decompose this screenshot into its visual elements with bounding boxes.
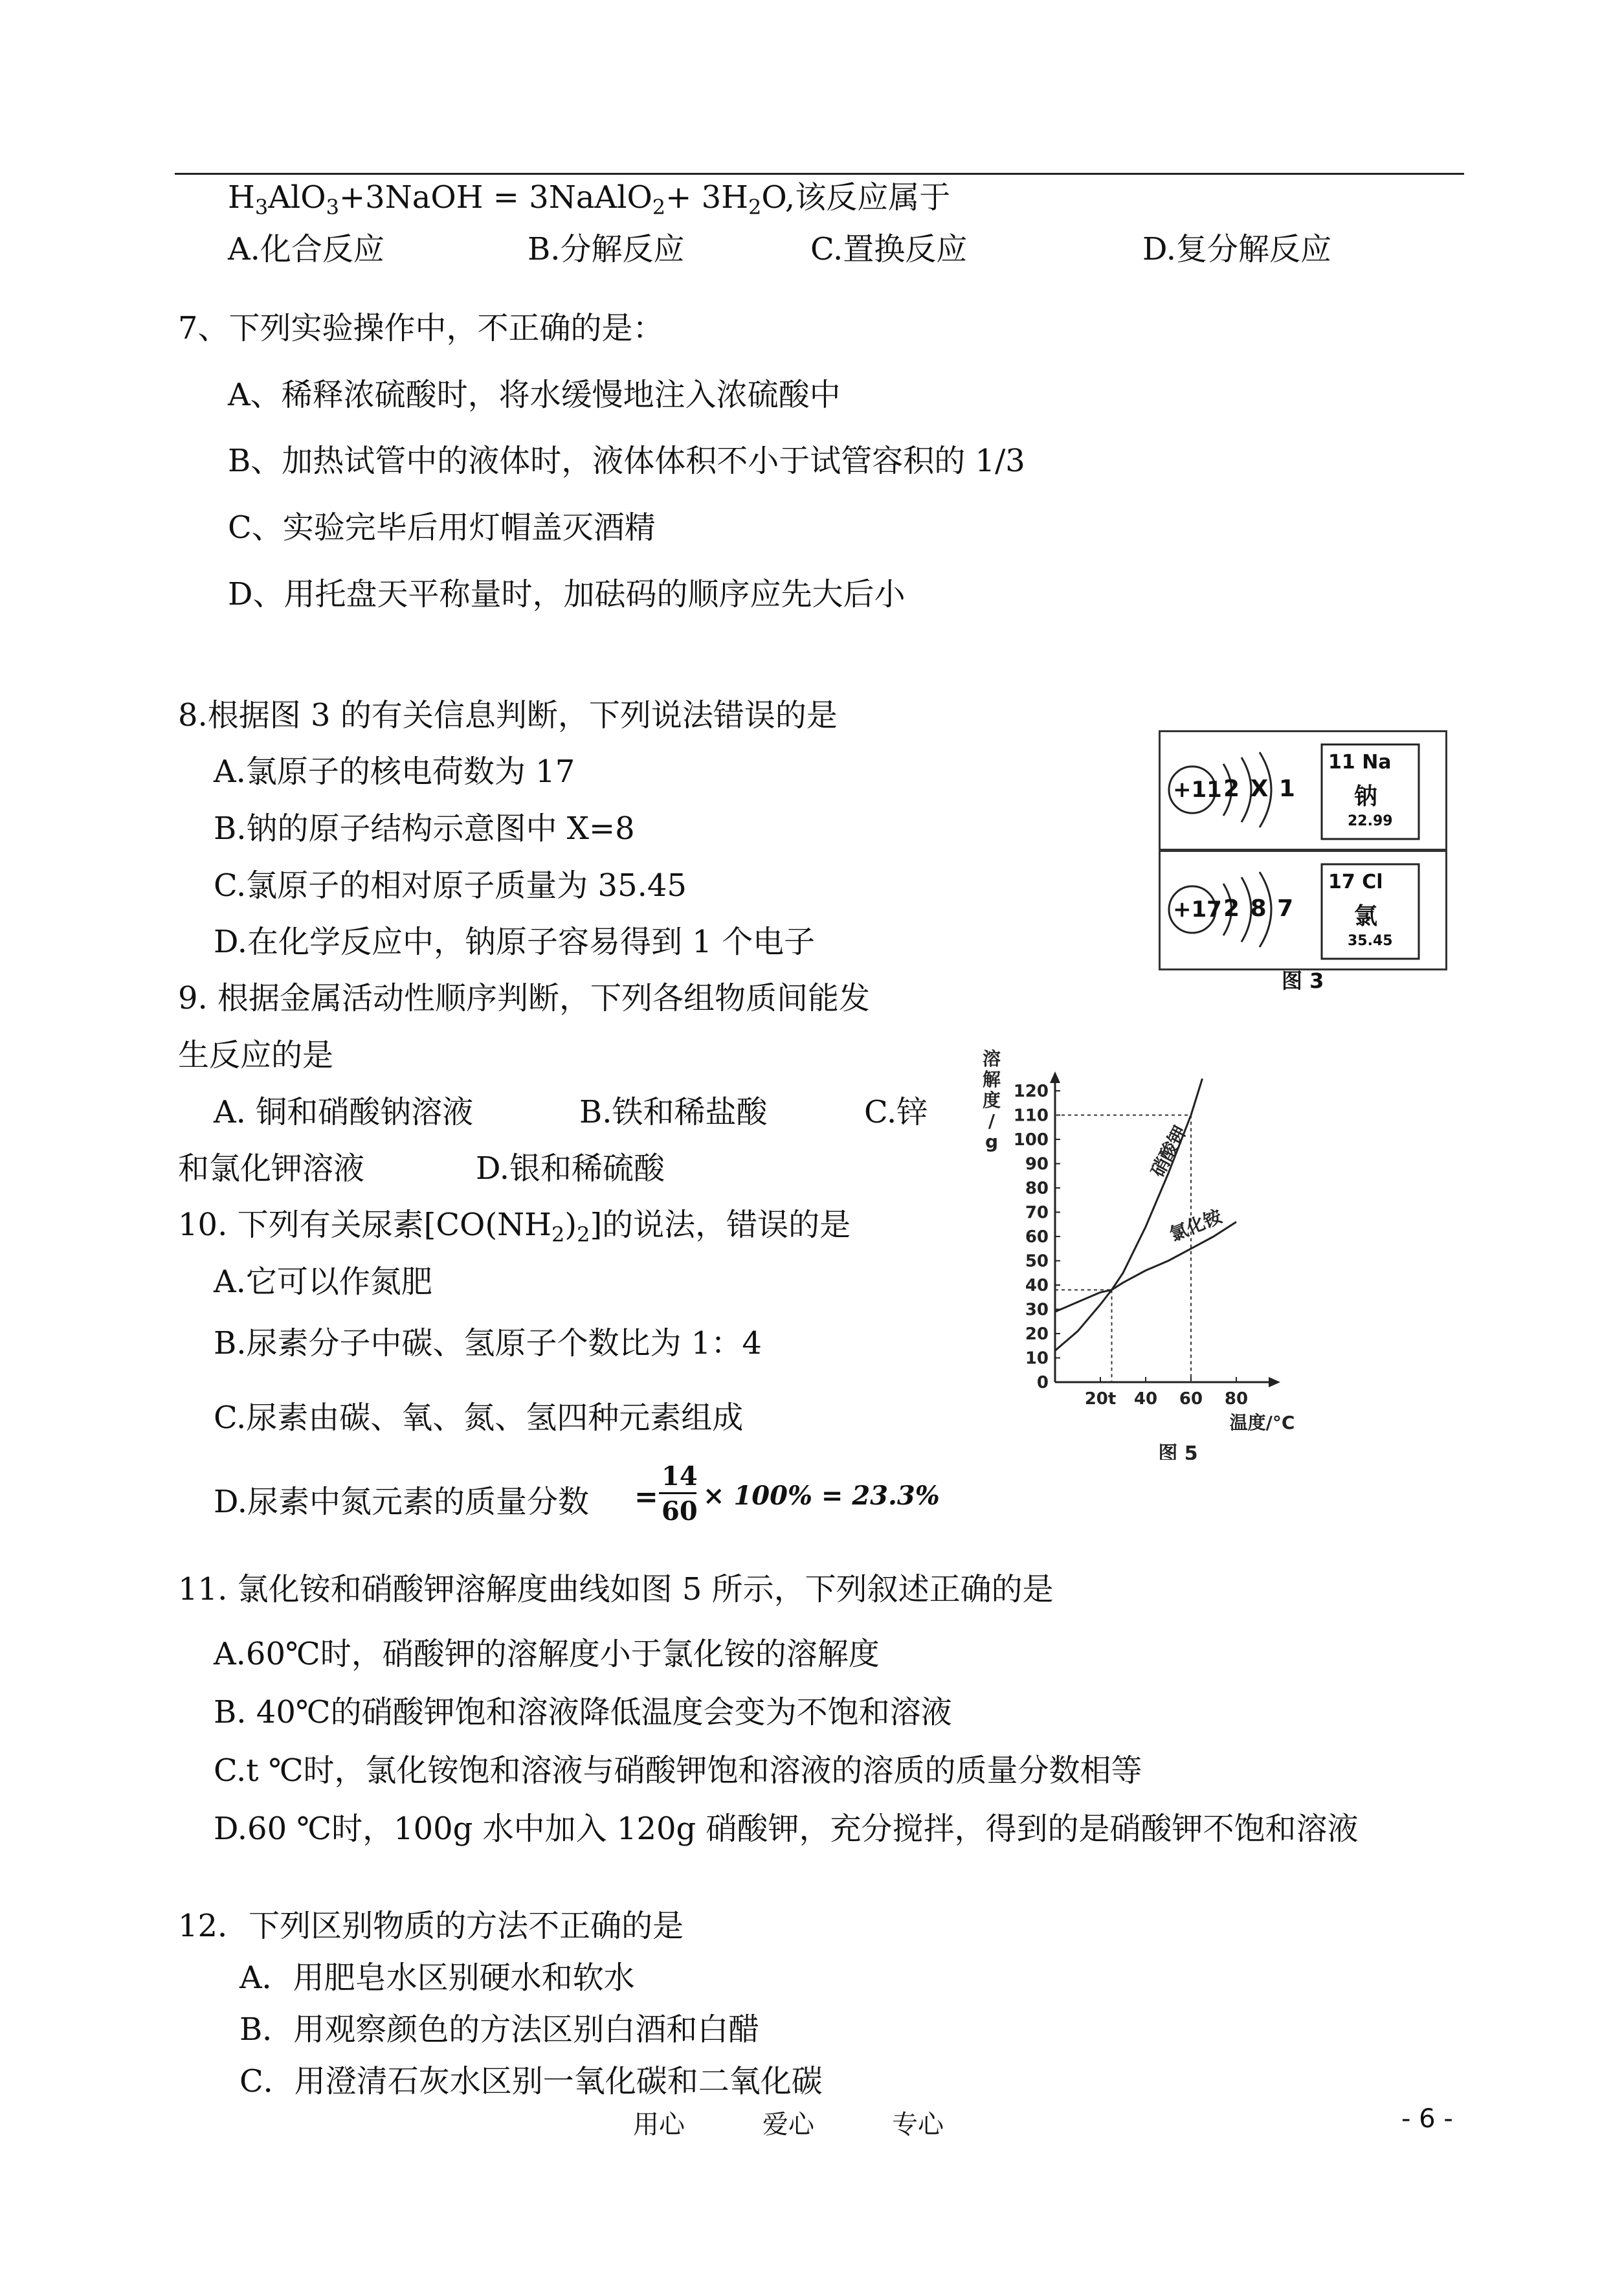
- sodium-name: 钠: [1354, 783, 1378, 810]
- q12-option-c: C．用澄清石灰水区别一氧化碳和二氧化碳: [239, 2063, 823, 2099]
- q7-option-d: D、用托盘天平称量时，加砝码的顺序应先大后小: [228, 576, 906, 612]
- chlorine-name: 氯: [1354, 903, 1378, 930]
- y-tick-label: 100: [1013, 1130, 1049, 1150]
- y-axis-arrow: [1050, 1071, 1060, 1083]
- y-tick-label: 10: [1025, 1348, 1049, 1369]
- q9-option-b: B.铁和稀盐酸: [579, 1094, 768, 1130]
- q8-option-c: C.氯原子的相对原子质量为 35.45: [214, 867, 687, 904]
- q11-option-c: C.t ℃时，氯化铵饱和溶液与硝酸钾饱和溶液的溶质的质量分数相等: [214, 1752, 1142, 1789]
- q10-stem: 10. 下列有关尿素$[CO(NH_2)_2]$的说法，错误的是: [178, 1207, 851, 1247]
- formula-result: × 100% = 23.3%: [703, 1481, 940, 1511]
- nitrogen-mass-fraction-formula: [634, 1460, 940, 1531]
- q9-stem-line2: 生反应的是: [178, 1037, 334, 1073]
- x-tick-label: 60: [1179, 1389, 1203, 1409]
- q6-option-a: A.化合反应: [228, 231, 384, 267]
- y-tick-label: 90: [1025, 1154, 1049, 1174]
- sodium-mass: 22.99: [1348, 813, 1393, 829]
- y-tick-label: 80: [1025, 1179, 1049, 1198]
- x-tick-label: 40: [1133, 1389, 1158, 1409]
- series-label-potassium-nitrate: 硝酸钾: [1146, 1122, 1192, 1181]
- chlorine-shell-electrons: 2 8 7: [1223, 895, 1295, 922]
- y-tick-label: 50: [1025, 1251, 1049, 1271]
- q11-stem: 11. 氯化铵和硝酸钾溶解度曲线如图 5 所示，下列叙述正确的是: [178, 1571, 1054, 1607]
- q6-option-c: C.置换反应: [810, 231, 968, 267]
- q6-equation: $H_3AlO_3+3NaOH$ = 3NaAlO$_2$+ $3H_2O$,该反应属于: [228, 179, 951, 219]
- y-tick-label: 110: [1013, 1106, 1049, 1126]
- q8-stem: 8.根据图 3 的有关信息判断，下列说法错误的是: [178, 697, 838, 733]
- q8-option-b: B.钠的原子结构示意图中 X=8: [214, 811, 635, 847]
- header-rule: [175, 173, 1464, 175]
- q7-option-b: B、加热试管中的液体时，液体体积不小于试管容积的 1/3: [228, 443, 1025, 479]
- chlorine-mass: 35.45: [1348, 933, 1393, 949]
- fraction-bar: [659, 1492, 696, 1494]
- atomic-structure-diagrams: [1159, 730, 1450, 970]
- figure-3-atomic-info: [1159, 730, 1450, 993]
- q7-option-c: C、实验完毕后用灯帽盖灭酒精: [228, 509, 656, 546]
- figure-3-caption: 图 3: [1282, 968, 1324, 993]
- figure-5-solubility-chart: [964, 1046, 1353, 1460]
- y-tick-label: 120: [1013, 1082, 1049, 1101]
- q12-option-b: B．用观察颜色的方法区别白酒和白醋: [239, 2011, 760, 2048]
- q7-option-a: A、稀释浓硫酸时，将水缓慢地注入浓硫酸中: [228, 377, 841, 413]
- y-axis-label-char: 度: [982, 1090, 1001, 1111]
- q7-stem: 7、下列实验操作中，不正确的是：: [178, 310, 664, 346]
- footer-motto-1: 用心: [633, 2110, 685, 2140]
- x-tick-label: 20t: [1084, 1389, 1117, 1409]
- solubility-curves-svg: [964, 1046, 1353, 1460]
- y-axis-label-char: 解: [982, 1069, 1001, 1090]
- x-axis-label: 温度/°C: [1229, 1412, 1295, 1433]
- y-tick-label: 20: [1025, 1325, 1049, 1344]
- q12-option-a: A．用肥皂水区别硬水和软水: [239, 1960, 635, 1996]
- y-tick-label: 40: [1025, 1276, 1049, 1295]
- footer-motto-3: 专心: [892, 2110, 944, 2140]
- q12-stem: 12．下列区别物质的方法不正确的是: [178, 1908, 684, 1944]
- series-potassium-nitrate-curve: [1055, 1079, 1203, 1350]
- chlorine-number-symbol: 17 Cl: [1328, 871, 1383, 893]
- page-number: - 6 -: [1401, 2104, 1453, 2134]
- footer-motto-2: 爱心: [762, 2110, 814, 2140]
- x-axis-arrow: [1269, 1377, 1280, 1387]
- chlorine-nucleus-label: +17: [1173, 897, 1222, 923]
- q8-option-a: A.氯原子的核电荷数为 17: [214, 754, 575, 790]
- y-axis-label-char: g: [984, 1131, 999, 1152]
- series-ammonium-chloride-curve: [1055, 1222, 1236, 1312]
- q10-option-b: B.尿素分子中碳、氢原子个数比为 1：4: [214, 1325, 762, 1361]
- q8-option-d: D.在化学反应中，钠原子容易得到 1 个电子: [214, 924, 816, 960]
- series-label-ammonium-chloride: 氯化铵: [1166, 1205, 1225, 1246]
- figure-5-caption: 图 5: [1158, 1442, 1198, 1460]
- y-tick-label: 60: [1025, 1227, 1049, 1247]
- q11-option-b: B. 40℃的硝酸钾饱和溶液降低温度会变为不饱和溶液: [214, 1694, 952, 1730]
- y-axis-label-char: /: [988, 1110, 996, 1132]
- sodium-number-symbol: 11 Na: [1328, 751, 1392, 774]
- q9-option-d: D.银和稀硫酸: [476, 1150, 665, 1187]
- q6-option-b: B.分解反应: [528, 231, 685, 267]
- sodium-nucleus-label: +11: [1173, 777, 1222, 803]
- q10-option-a: A.它可以作氮肥: [214, 1264, 432, 1300]
- y-axis-label-char: 溶: [982, 1048, 1001, 1069]
- q9-stem-line1: 9. 根据金属活动性顺序判断，下列各组物质间能发: [178, 980, 871, 1016]
- y-tick-label: 70: [1025, 1203, 1049, 1223]
- q9-option-c: C.锌: [864, 1094, 928, 1130]
- formula-equals: =: [634, 1481, 658, 1514]
- x-tick-label: 80: [1224, 1389, 1249, 1409]
- y-tick-label: 0: [1036, 1373, 1049, 1393]
- q9-option-a: A. 铜和硝酸钠溶液: [214, 1094, 474, 1130]
- sodium-shell-electrons: 2 X 1: [1223, 776, 1296, 802]
- q10-option-d: D.尿素中氮元素的质量分数: [214, 1484, 590, 1520]
- q10-option-c: C.尿素由碳、氧、氮、氢四种元素组成: [214, 1400, 744, 1436]
- q11-option-d: D.60 ℃时，100g 水中加入 120g 硝酸钾，充分搅拌，得到的是硝酸钾不饱和溶液: [214, 1811, 1359, 1847]
- q9-option-c-cont: 和氯化钾溶液: [178, 1150, 365, 1187]
- formula-numerator: 14: [662, 1461, 698, 1492]
- q6-option-d: D.复分解反应: [1142, 231, 1332, 267]
- formula-denominator: 60: [662, 1496, 698, 1527]
- q11-option-a: A.60℃时，硝酸钾的溶解度小于氯化铵的溶解度: [214, 1636, 880, 1672]
- y-tick-label: 30: [1025, 1300, 1049, 1320]
